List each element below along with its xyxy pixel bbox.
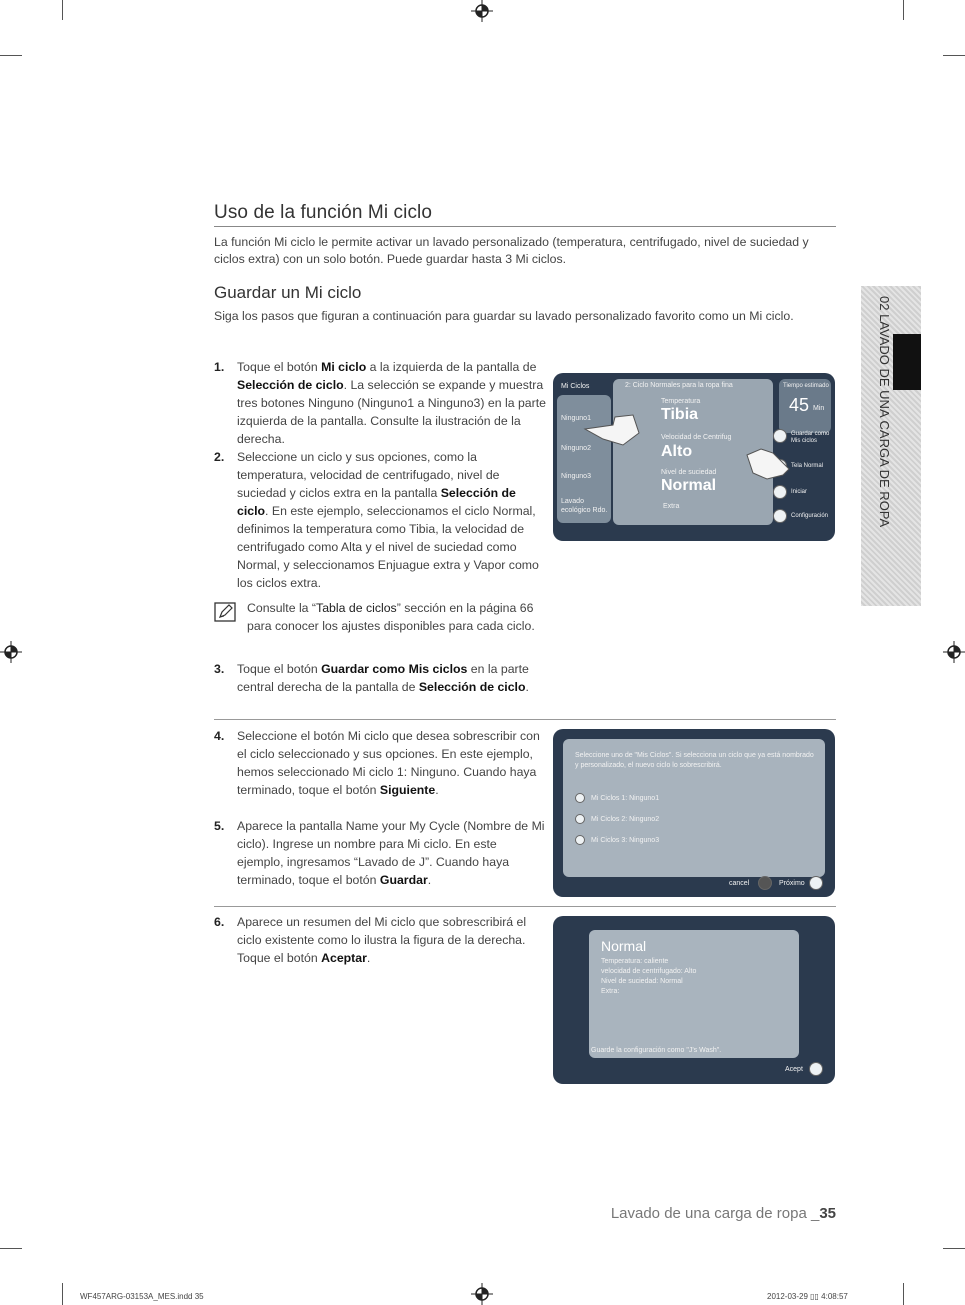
summary-line: Temperatura: caliente bbox=[601, 958, 669, 965]
crop-mark bbox=[943, 55, 965, 56]
note-bold: Tabla de ciclos bbox=[316, 601, 397, 615]
intro-paragraph: La función Mi ciclo le permite activar un lavado personalizado (temperatura, centrifugado, nivel de suciedad y ciclos extra) con un solo botón. Puede guardar hasta 3 Mi ciclos. bbox=[214, 235, 809, 266]
step-number: 5. bbox=[214, 819, 225, 833]
note-pencil-icon bbox=[214, 602, 236, 622]
spin-value: Alto bbox=[661, 443, 693, 460]
step-number: 6. bbox=[214, 915, 225, 929]
subsection-title: Guardar un Mi ciclo bbox=[214, 283, 362, 302]
note-text: Consulte la “ bbox=[247, 601, 317, 615]
left-item: Ninguno2 bbox=[561, 445, 591, 452]
cancel-x-icon[interactable] bbox=[758, 876, 772, 890]
registration-mark-icon bbox=[0, 641, 22, 663]
step-bold: Aceptar bbox=[321, 951, 367, 965]
step-bold: Guardar bbox=[379, 873, 428, 887]
registration-mark-icon bbox=[471, 0, 493, 22]
step-1 bbox=[214, 358, 546, 448]
section-title: Uso de la función Mi ciclo bbox=[214, 202, 836, 227]
option-radio-icon[interactable] bbox=[575, 793, 585, 803]
step-bold: Selección de ciclo bbox=[418, 680, 526, 694]
crop-mark bbox=[62, 0, 63, 20]
divider bbox=[214, 719, 836, 720]
step-text: . bbox=[366, 951, 371, 965]
step-bold: Guardar como Mis ciclos bbox=[321, 662, 468, 676]
summary-line: Extra: bbox=[601, 988, 620, 995]
time-label: Tiempo estimado bbox=[783, 383, 829, 389]
note-text: ” sección en la página 66 para conocer los ajustes disponibles para cada ciclo. bbox=[247, 601, 535, 633]
spin-label: Velocidad de Centrifug bbox=[661, 434, 732, 441]
step-bold: Selección de ciclo bbox=[237, 378, 344, 392]
step-4 bbox=[214, 727, 544, 799]
step-text: . bbox=[435, 783, 439, 797]
right-item: Tela Normal bbox=[791, 463, 824, 469]
step-bold: Mi ciclo bbox=[321, 360, 367, 374]
chapter-tab-marker bbox=[893, 334, 921, 390]
right-item: Iniciar bbox=[791, 489, 808, 495]
time-unit: Min bbox=[813, 405, 825, 412]
summary-line: Nivel de suciedad: Normal bbox=[601, 978, 683, 985]
step-text: en la parte central derecha de la pantalla de bbox=[237, 662, 529, 694]
step-text: Aparece un resumen del Mi ciclo que sobrescribirá el ciclo existente como lo ilustra la figura de la derecha. Toque el botón bbox=[237, 915, 527, 965]
next-label: Próximo bbox=[779, 880, 805, 887]
step-bold: Selección de ciclo bbox=[237, 486, 516, 518]
my-cycles-screenshot bbox=[553, 729, 835, 897]
crop-mark bbox=[0, 55, 22, 56]
divider bbox=[214, 906, 836, 907]
file-slug: WF457ARG-03153A_MES.indd 35 bbox=[80, 1292, 204, 1301]
save-prompt: Guarde la configuración como "J's Wash". bbox=[591, 1047, 722, 1054]
save-cycle-icon[interactable] bbox=[773, 429, 787, 443]
step-text: Aparece la pantalla Name your My Cycle (Nombre de Mi ciclo). Ingrese un nombre para Mi ciclo. En este ejemplo, ingresamos “Lavado de J”. Cuando haya terminado, toque el botón bbox=[237, 819, 545, 887]
temperature-value: Tibia bbox=[661, 406, 699, 423]
footer-label: Lavado de una carga de ropa _ bbox=[610, 1205, 820, 1222]
print-timestamp: 2012-03-29 ▯▯ 4:08:57 bbox=[767, 1292, 848, 1301]
option-radio-icon[interactable] bbox=[575, 835, 585, 845]
step-text: Seleccione un ciclo y sus opciones, como la temperatura, velocidad de centrifugado, nivel de suciedad y ciclos extra en la pantalla bbox=[237, 450, 500, 500]
temperature-label: Temperatura bbox=[661, 398, 701, 405]
step-3 bbox=[214, 660, 544, 696]
step-text: . bbox=[525, 680, 529, 694]
cycle-option[interactable]: Mi Ciclos 2: Ninguno2 bbox=[591, 816, 660, 823]
pointing-hand-icon bbox=[583, 403, 643, 453]
crop-mark bbox=[0, 1248, 22, 1249]
cycle-selection-screenshot bbox=[553, 373, 835, 541]
step-text: Toque el botón bbox=[237, 360, 322, 374]
accept-label: Acept bbox=[785, 1066, 803, 1073]
crop-mark bbox=[62, 1283, 63, 1305]
step-text: a la izquierda de la pantalla de bbox=[366, 360, 537, 374]
crop-mark bbox=[903, 1283, 904, 1305]
subsection-intro: Siga los pasos que figuran a continuación para guardar su lavado personalizado favorito como un Mi ciclo. bbox=[214, 309, 794, 323]
page-number: 35 bbox=[819, 1205, 836, 1222]
page-footer bbox=[611, 1205, 836, 1222]
step-text: . En este ejemplo, seleccionamos el ciclo Normal, definimos la temperatura como Tibia, la velocidad de centrifugado como Alta y el nivel de suciedad como Normal, y seleccionamos Enjuague extra y Vapor como los ciclos extra. bbox=[237, 504, 539, 590]
registration-mark-icon bbox=[943, 641, 965, 663]
chapter-tab bbox=[861, 286, 921, 606]
cancel-label: cancel bbox=[729, 880, 750, 887]
note bbox=[214, 599, 549, 635]
chapter-tab-label: 02 LAVADO DE UNA CARGA DE ROPA bbox=[877, 296, 892, 528]
soil-value: Normal bbox=[661, 477, 717, 494]
pointing-hand-icon bbox=[743, 445, 793, 489]
option-radio-icon[interactable] bbox=[575, 814, 585, 824]
step-5 bbox=[214, 817, 546, 889]
step-number: 3. bbox=[214, 662, 225, 676]
right-item: Guardar como Mis ciclos bbox=[791, 431, 830, 444]
step-2 bbox=[214, 448, 549, 592]
step-text: Toque el botón bbox=[237, 662, 322, 676]
step-number: 4. bbox=[214, 729, 225, 743]
registration-mark-icon bbox=[471, 1283, 493, 1305]
left-item: Ninguno3 bbox=[561, 473, 591, 480]
right-item: Configuración bbox=[791, 513, 829, 519]
step-6 bbox=[214, 913, 534, 967]
cycle-name: Normal bbox=[601, 938, 647, 954]
accept-check-icon[interactable] bbox=[809, 1062, 823, 1076]
time-value: 45 bbox=[789, 395, 810, 415]
step-text: Seleccione el botón Mi ciclo que desea sobrescribir con el ciclo seleccionado y sus opciones. En este ejemplo, hemos seleccionado Mi ciclo 1: Ninguno. Cuando haya terminado, toque el botón bbox=[237, 729, 540, 797]
summary-screenshot bbox=[553, 916, 835, 1084]
left-item: Mi Ciclos bbox=[561, 383, 590, 390]
cycle-option[interactable]: Mi Ciclos 3: Ninguno3 bbox=[591, 837, 660, 844]
step-number: 2. bbox=[214, 450, 225, 464]
settings-icon[interactable] bbox=[773, 509, 787, 523]
step-text: . La selección se expande y muestra tres botones Ninguno (Ninguno1 a Ninguno3) en la parte izquierda de la pantalla. Consulte la ilustración de la derecha. bbox=[237, 378, 546, 446]
crop-mark bbox=[903, 0, 904, 20]
step-text: . bbox=[427, 873, 432, 887]
step-bold: Siguiente bbox=[379, 783, 436, 797]
center-header: 2: Ciclo Normales para la ropa fina bbox=[625, 382, 733, 389]
step-number: 1. bbox=[214, 360, 225, 374]
crop-mark bbox=[943, 1248, 965, 1249]
left-item: Ninguno1 bbox=[561, 415, 591, 422]
extra-label: Extra bbox=[663, 503, 680, 510]
soil-label: Nivel de suciedad bbox=[661, 469, 717, 476]
cycle-option[interactable]: Mi Ciclos 1: Ninguno1 bbox=[591, 795, 660, 802]
next-arrow-icon[interactable] bbox=[809, 876, 823, 890]
prompt-text: Seleccione uno de "Mis Ciclos". Si selecciona un ciclo que ya está nombrado y personalizado, el nuevo ciclo lo sobrescribirá. bbox=[575, 752, 814, 769]
left-item: Lavado ecológico Rdo. bbox=[561, 498, 608, 514]
summary-line: velocidad de centrifugado: Alto bbox=[601, 968, 697, 975]
